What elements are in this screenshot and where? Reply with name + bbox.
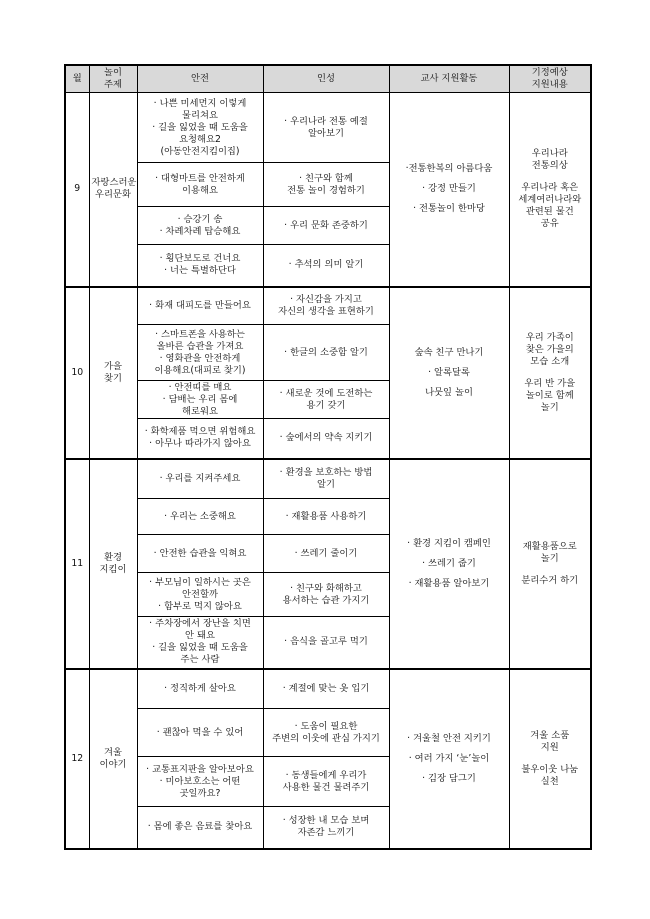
character-cell [263,325,389,381]
cell-line: 해로워요 [182,405,218,417]
cell-line: · 길을 잃었을 때 도움을 [152,642,248,654]
safety-cell [137,535,263,573]
cell-line: · 괜찮아 먹을 수 있어 [156,726,244,738]
cell-line: 이야기 [99,758,127,770]
cell-line: 겨울 소품 [530,729,570,741]
table-row [65,459,591,499]
table-header [65,65,591,93]
cell-line: · 대형마트를 안전하게 [155,172,245,184]
character-cell [263,245,389,287]
cell-line: · 부모님이 일하시는 곳은 [149,576,251,588]
header-month: 월 [65,65,89,93]
cell-line: 올바른 습관을 가져요 [156,340,244,352]
cell-line: · 환경 지킴이 캠페인 [407,537,491,549]
safety-cell [137,163,263,207]
character-cell [263,163,389,207]
cell-line: 용기 갖기 [306,399,346,411]
cell-line: · 재활용품 알아보기 [408,577,490,589]
safety-cell [137,325,263,381]
cell-line: 이용해요(대피로 찾기) [154,364,246,376]
header-theme-line: 주제 [104,79,122,90]
support-content-cell [509,459,591,669]
character-cell [263,757,389,807]
cell-line: 재활용품으로 [522,540,577,552]
character-cell [263,287,389,325]
cell-line: 공유 [540,218,559,230]
cell-line: · 길을 잃었을 때 도움을 [152,121,248,133]
cell-line: · 한글의 소중함 알기 [284,346,368,358]
cell-line: · 김장 담그기 [422,772,476,784]
cell-line: · 숲에서의 약속 지키기 [279,432,373,444]
cell-line: 실천 [540,775,559,787]
character-cell [263,419,389,459]
table-row [65,669,591,709]
month-cell: 10 [65,287,89,459]
cell-line: · 영화관을 안전하게 [159,352,241,364]
cell-line: · 자신감을 가지고 [290,293,362,305]
theme-cell [89,93,137,287]
cell-line: · 겨울철 안전 지키기 [407,732,491,744]
cell-line: · 우리는 소중해요 [164,510,236,522]
cell-line: 곳일까요? [179,787,221,799]
cell-line: · 도움이 필요한 [294,720,358,732]
cell-line: · 함부로 먹지 않아요 [158,600,242,612]
cell-line: 알아보기 [308,127,344,139]
cell-line: 우리 가족이 [525,331,574,343]
support-content-cell [509,287,591,459]
cell-line: (아동안전지킴이집) [160,145,240,157]
cell-line: 놀기 [540,552,559,564]
cell-line: · 새로운 것에 도전하는 [279,387,373,399]
safety-cell [137,807,263,849]
cell-line: · 성장한 내 모습 보며 [282,815,370,827]
month-cell: 11 [65,459,89,669]
cell-line: 불우이웃 나눔 [521,763,579,775]
cell-line: · 여러 가지 ‘눈’놀이 [408,752,490,764]
safety-cell [137,669,263,709]
cell-line: 세계여러나라와 [518,194,582,206]
cell-line: · 승강기 송 [177,213,223,225]
cell-line: 숲속 친구 만나기 [414,346,484,358]
cell-line: 겨울 [104,746,122,758]
cell-line: · 스마트폰을 사용하는 [155,328,245,340]
cell-line: 지킴이 [99,563,127,575]
month-cell: 9 [65,93,89,287]
month-cell: 12 [65,669,89,849]
header-extra-line: 기정예상 [531,67,568,78]
cell-line: 가을 [104,360,122,372]
cell-line: · 아무나 따라가지 않아요 [149,438,251,450]
cell-line: · 우리 문화 존중하기 [284,219,368,231]
table-row [65,287,591,325]
cell-line: 요청해요2 [179,133,221,145]
teacher-activity-cell [389,93,509,287]
cell-line: · 안전띠를 매요 [168,381,232,393]
support-content-cell [509,93,591,287]
character-cell [263,459,389,499]
cell-line: · 횡단보도로 건너요 [159,253,241,265]
safety-cell [137,757,263,807]
cell-line: · 알록달록 [428,366,470,378]
teacher-activity-cell [389,669,509,849]
cell-line: · 화학제품 먹으면 위험해요 [144,426,256,438]
monthly-plan-table [64,64,592,850]
safety-cell [137,499,263,535]
teacher-activity-cell [389,459,509,669]
character-cell [263,669,389,709]
cell-line: · 동생들에게 우리가 [285,769,367,781]
table-body [65,93,591,849]
safety-cell [137,617,263,669]
cell-line: · 주차장에서 장난을 치면 [149,618,251,630]
character-cell [263,617,389,669]
header-extra-line: 지원내용 [531,79,568,90]
character-cell [263,207,389,245]
cell-line: 알기 [317,478,335,490]
header-safety: 안전 [137,65,263,93]
cell-line: ·전통한복의 아름다움 [405,163,493,175]
safety-cell [137,459,263,499]
cell-line: · 환경을 보호하는 방법 [279,466,373,478]
cell-line: · 우리를 지켜주세요 [159,472,241,484]
cell-line: · 추석의 의미 알기 [288,259,364,271]
cell-line: · 친구와 화해하고 [290,582,362,594]
cell-line: 관련된 물건 [525,206,574,218]
cell-line: · 쓰레기 줄이기 [294,547,358,559]
character-cell [263,93,389,163]
theme-cell [89,287,137,459]
cell-line: 사용한 물건 물려주기 [282,781,370,793]
cell-line: 주변의 이웃에 관심 가지기 [272,732,380,744]
character-cell [263,573,389,617]
cell-line: · 차례차례 탑승해요 [159,225,241,237]
safety-cell [137,287,263,325]
cell-line: · 미아보호소는 어떤 [159,775,241,787]
header-character: 인성 [263,65,389,93]
table-row [65,93,591,163]
cell-line: · 강정 만들기 [422,183,476,195]
cell-line: · 재활용품 사용하기 [285,510,367,522]
cell-line: 자랑스러운 [91,177,137,189]
cell-line: 주는 사람 [180,654,220,666]
safety-cell [137,245,263,287]
cell-line: · 우리나라 전통 예절 [284,115,368,127]
cell-line: · 정직하게 살아요 [164,682,236,694]
character-cell [263,535,389,573]
cell-line: 환경 [104,551,122,563]
cell-line: 우리나라 [531,148,568,160]
cell-line: · 교통표지판을 알아보아요 [146,763,254,775]
header-theme-line: 놀이 [104,67,122,78]
character-cell [263,381,389,419]
cell-line: 자신의 생각을 표현하기 [278,305,374,317]
cell-line: · 안전한 습관을 익혀요 [153,547,247,559]
cell-line: 우리 반 가을 [524,377,576,389]
cell-line: · 담배는 우리 몸에 [162,393,238,405]
cell-line: 놀이로 함께 [525,389,574,401]
header-extra [509,65,591,93]
cell-line: 나뭇잎 놀이 [425,386,473,398]
cell-line: · 친구와 함께 [299,172,353,184]
safety-cell [137,709,263,757]
header-teacher: 교사 지원활동 [389,65,509,93]
cell-line: 전통의상 [531,160,568,172]
character-cell [263,807,389,849]
cell-line: · 전통놀이 한마당 [413,203,485,215]
cell-line: · 나쁜 미세먼지 이렇게 [153,97,247,109]
safety-cell [137,93,263,163]
safety-cell [137,573,263,617]
cell-line: 자존감 느끼기 [297,827,355,839]
cell-line: 이용해요 [182,184,218,196]
cell-line: · 너는 특별하단다 [164,265,236,277]
teacher-activity-cell [389,287,509,459]
theme-cell [89,669,137,849]
cell-line: 분리수거 하기 [521,574,579,586]
cell-line: 안전할까 [182,588,218,600]
cell-line: 전통 놀이 경험하기 [287,184,365,196]
safety-cell [137,381,263,419]
cell-line: · 쓰레기 줍기 [422,557,476,569]
theme-cell [89,459,137,669]
cell-line: 우리나라 혹은 [521,182,579,194]
cell-line: 모습 소개 [530,355,570,367]
character-cell [263,709,389,757]
cell-line: 안 돼요 [185,630,215,642]
cell-line: 물리쳐요 [182,109,218,121]
safety-cell [137,419,263,459]
character-cell [263,499,389,535]
cell-line: 용서하는 습관 가지기 [282,594,370,606]
cell-line: 지원 [540,741,559,753]
cell-line: 우리문화 [95,189,131,201]
cell-line: 찾은 가을의 [525,343,574,355]
safety-cell [137,207,263,245]
cell-line: · 화재 대피도를 만들어요 [149,299,251,311]
support-content-cell [509,669,591,849]
cell-line: · 계절에 맞는 옷 입기 [282,682,370,694]
cell-line: · 음식을 골고루 먹기 [284,636,368,648]
header-theme [89,65,137,93]
cell-line: 놀기 [540,401,559,413]
cell-line: 찾기 [104,372,122,384]
cell-line: · 몸에 좋은 음료를 찾아요 [147,821,253,833]
